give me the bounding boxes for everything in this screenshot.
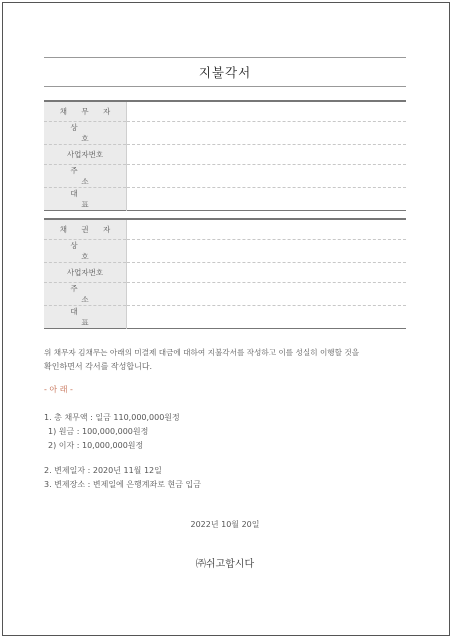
- company-name-value: [127, 240, 407, 263]
- signing-date: 2022년 10월 20일: [190, 520, 260, 529]
- company-name-label: 상 호: [44, 240, 127, 263]
- table-row: [44, 188, 406, 211]
- company-signature: ㈜쉬고합시다: [195, 559, 255, 570]
- company-name-value: [127, 122, 407, 145]
- business-number-value: [127, 263, 407, 283]
- table-row: [44, 122, 406, 145]
- address-value: [127, 165, 407, 188]
- address-label: 주 소: [44, 283, 127, 306]
- statement-line-1: 위 채무자 김채무는 아래의 미결제 대금에 대하여 지불각서를 작성하고 이를 성실히 이행할 것을: [44, 348, 360, 357]
- creditor-label: 채 권 자: [44, 219, 127, 240]
- debtor-value: [127, 101, 407, 122]
- representative-value: [127, 188, 407, 211]
- total-debt: 1. 총 채무액 : 일금 110,000,000원정: [44, 413, 180, 422]
- table-row: [44, 263, 406, 283]
- table-row: [44, 240, 406, 263]
- table-row: [44, 101, 406, 122]
- repayment-place: 3. 변제장소 : 변제일에 은행계좌로 현금 입금: [44, 480, 201, 489]
- debtor-table: [44, 100, 406, 211]
- address-value: [127, 283, 407, 306]
- representative-label: 대 표: [44, 306, 127, 329]
- company-name-label: 상 호: [44, 122, 127, 145]
- creditor-value: [127, 219, 407, 240]
- details-heading: - 아 래 -: [44, 385, 73, 394]
- table-row: [44, 219, 406, 240]
- table-row: [44, 283, 406, 306]
- representative-value: [127, 306, 407, 329]
- principal-amount: 1) 원금 : 100,000,000원정: [48, 427, 149, 436]
- table-row: [44, 165, 406, 188]
- repayment-date: 2. 변제일자 : 2020년 11월 12일: [44, 466, 162, 475]
- table-row: [44, 145, 406, 165]
- statement-line-2: 확인하면서 각서를 작성합니다.: [44, 362, 153, 371]
- representative-label: 대 표: [44, 188, 127, 211]
- business-number-label: 사업자번호: [44, 145, 127, 165]
- interest-amount: 2) 이자 : 10,000,000원정: [48, 441, 144, 450]
- business-number-value: [127, 145, 407, 165]
- address-label: 주 소: [44, 165, 127, 188]
- creditor-table: [44, 218, 406, 329]
- debtor-label: 채 무 자: [44, 101, 127, 122]
- title-bar: [44, 57, 406, 87]
- business-number-label: 사업자번호: [44, 263, 127, 283]
- table-row: [44, 306, 406, 329]
- document-title: 지불각서: [198, 65, 252, 80]
